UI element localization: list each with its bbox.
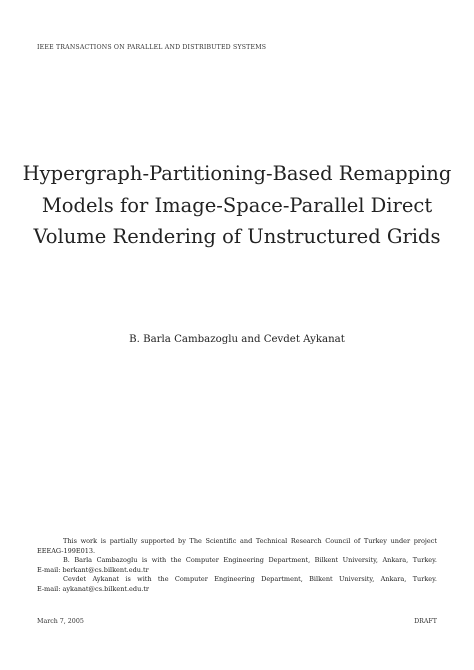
footnote-support-line-1: This work is partially supported by The Scientific and Technical Research Council of Turkey under project: [63, 537, 437, 545]
footnote-author1-affiliation: B. Barla Cambazoglu is with the Computer Engineering Department, Bilkent University, Ankara, Turkey.: [63, 556, 437, 565]
footer-date: March 7, 2005: [37, 618, 84, 625]
footnote-support-line-2: EEEAG-199E013.: [37, 546, 96, 555]
paper-title: [0, 158, 474, 253]
author-list: B. Barla Cambazoglu and Cevdet Aykanat: [129, 334, 345, 345]
footer-draft-label: DRAFT: [414, 618, 437, 625]
title-line-2: Models for Image-Space-Parallel Direct: [41, 193, 433, 217]
footnote-author2-affiliation: Cevdet Aykanat is with the Computer Engineering Department, Bilkent University, Ankara, Turkey.: [63, 575, 437, 584]
footnote-author2-email: E-mail: aykanat@cs.bilkent.edu.tr: [37, 584, 150, 593]
footnote-author1-email: E-mail: berkant@cs.bilkent.edu.tr: [37, 565, 149, 574]
title-line-3: Volume Rendering of Unstructured Grids: [33, 225, 441, 248]
title-line-1: Hypergraph-Partitioning-Based Remapping: [22, 162, 452, 185]
running-head: IEEE TRANSACTIONS ON PARALLEL AND DISTRIBUTED SYSTEMS: [37, 44, 267, 51]
footnotes: [37, 537, 437, 595]
